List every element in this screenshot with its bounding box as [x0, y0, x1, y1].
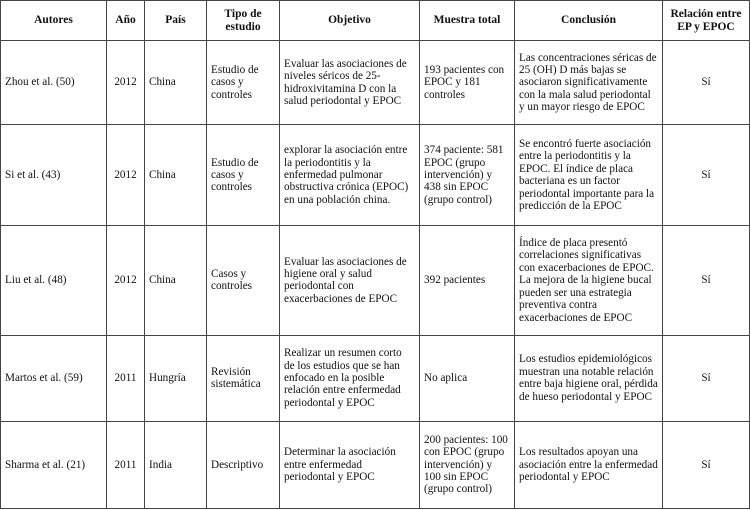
cell-conclusion: Los resultados apoyan una asociación entre la enfermedad periodontal y EPOC [515, 421, 663, 508]
cell-pais: China [145, 226, 207, 335]
cell-conclusion: Los estudios epidemiológicos muestran una notable relación entre baja higiene oral, pérdida de hueso periodontal y EPOC [515, 335, 663, 421]
cell-pais: China [145, 125, 207, 226]
header-objetivo: Objetivo [280, 1, 420, 41]
cell-muestra: 200 pacientes: 100 con EPOC (grupo intervención) y 100 sin EPOC (grupo control) [420, 421, 515, 508]
cell-pais: China [145, 41, 207, 125]
cell-autores: Si et al. (43) [1, 125, 107, 226]
header-anio: Año [107, 1, 145, 41]
header-tipo: Tipo de estudio [207, 1, 280, 41]
cell-anio: 2011 [107, 335, 145, 421]
cell-relacion: Sí [663, 226, 750, 335]
cell-muestra: 193 pacientes con EPOC y 181 controles [420, 41, 515, 125]
cell-conclusion: Las concentraciones séricas de 25 (OH) D más bajas se asociaron significativamente con la mala salud periodontal y un mayor riesgo de EPOC [515, 41, 663, 125]
cell-relacion: Sí [663, 421, 750, 508]
header-row [1, 1, 750, 41]
cell-muestra: 392 pacientes [420, 226, 515, 335]
header-conclusion: Conclusión [515, 1, 663, 41]
cell-conclusion: Índice de placa presentó correlaciones significativas con exacerbaciones de EPOC. La mejora de la higiene bucal pueden ser una estrategia preventiva contra exacerbaciones de EPOC [515, 226, 663, 335]
cell-tipo: Estudio de casos y controles [207, 125, 280, 226]
cell-relacion: Sí [663, 125, 750, 226]
cell-autores: Zhou et al. (50) [1, 41, 107, 125]
header-muestra: Muestra total [420, 1, 515, 41]
table-row [1, 226, 750, 335]
header-relacion: Relación entre EP y EPOC [663, 1, 750, 41]
cell-tipo: Estudio de casos y controles [207, 41, 280, 125]
cell-pais: India [145, 421, 207, 508]
cell-relacion: Sí [663, 41, 750, 125]
cell-objetivo: explorar la asociación entre la periodontitis y la enfermedad pulmonar obstructiva crónica (EPOC) en una población china. [280, 125, 420, 226]
cell-objetivo: Evaluar las asociaciones de higiene oral y salud periodontal con exacerbaciones de EPOC [280, 226, 420, 335]
cell-autores: Sharma et al. (21) [1, 421, 107, 508]
cell-autores: Liu et al. (48) [1, 226, 107, 335]
cell-autores: Martos et al. (59) [1, 335, 107, 421]
table-row [1, 41, 750, 125]
cell-muestra: No aplica [420, 335, 515, 421]
cell-tipo: Revisión sistemática [207, 335, 280, 421]
cell-anio: 2011 [107, 421, 145, 508]
cell-relacion: Sí [663, 335, 750, 421]
table-row [1, 335, 750, 421]
cell-muestra: 374 paciente: 581 EPOC (grupo intervención) y 438 sin EPOC (grupo control) [420, 125, 515, 226]
cell-pais: Hungría [145, 335, 207, 421]
cell-objetivo: Realizar un resumen corto de los estudios que se han enfocado en la posible relación entre enfermedad periodontal y EPOC [280, 335, 420, 421]
table-row [1, 125, 750, 226]
cell-objetivo: Evaluar las asociaciones de niveles séricos de 25-hidroxivitamina D con la salud periodontal y EPOC [280, 41, 420, 125]
header-pais: País [145, 1, 207, 41]
cell-anio: 2012 [107, 226, 145, 335]
cell-tipo: Casos y controles [207, 226, 280, 335]
header-autores: Autores [1, 1, 107, 41]
cell-tipo: Descriptivo [207, 421, 280, 508]
cell-anio: 2012 [107, 125, 145, 226]
cell-anio: 2012 [107, 41, 145, 125]
cell-conclusion: Se encontró fuerte asociación entre la periodontitis y la EPOC. El índice de placa bacteriana es un factor periodontal importante para la predicción de la EPOC [515, 125, 663, 226]
cell-objetivo: Determinar la asociación entre enfermedad periodontal y EPOC [280, 421, 420, 508]
table-row [1, 421, 750, 508]
